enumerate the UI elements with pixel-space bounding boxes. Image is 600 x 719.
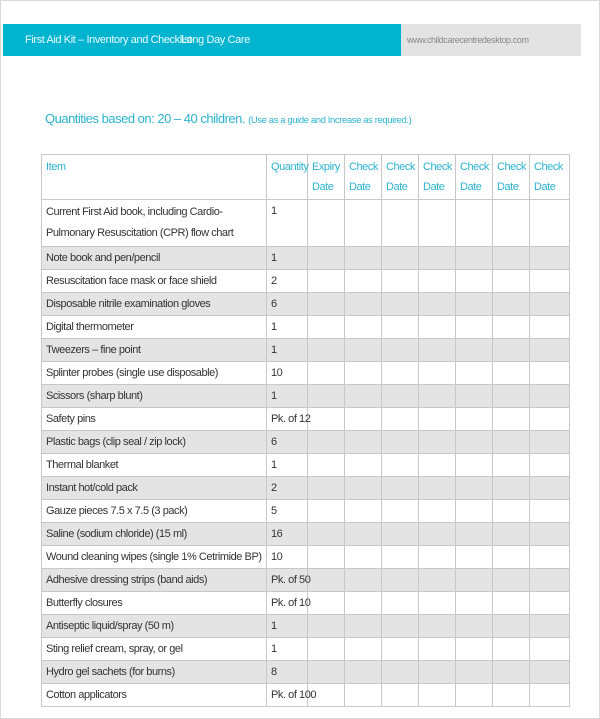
check-date-cell[interactable] [382,270,419,293]
check-date-cell[interactable] [419,454,456,477]
check-date-cell[interactable] [345,523,382,546]
expiry-date-cell[interactable] [308,661,345,684]
check-date-cell[interactable] [493,200,530,247]
item-cell: Wound cleaning wipes (single 1% Cetrimide BP) [42,546,267,569]
check-date-cell[interactable] [419,200,456,247]
check-date-cell[interactable] [493,546,530,569]
check-date-cell[interactable] [456,523,493,546]
check-date-cell[interactable] [419,592,456,615]
expiry-date-cell[interactable] [308,523,345,546]
check-date-cell[interactable] [530,638,570,661]
check-date-cell[interactable] [345,500,382,523]
check-date-cell[interactable] [456,592,493,615]
quantity-cell: Pk. of 100 [267,684,308,707]
check-date-cell[interactable] [456,500,493,523]
check-date-cell[interactable] [530,661,570,684]
item-cell: Splinter probes (single use disposable) [42,362,267,385]
check-date-cell[interactable] [456,546,493,569]
check-date-cell[interactable] [419,569,456,592]
check-date-cell[interactable] [530,385,570,408]
quantity-cell: 2 [267,270,308,293]
item-cell: Note book and pen/pencil [42,247,267,270]
table-row [42,592,570,615]
quantity-cell: 1 [267,339,308,362]
check-date-cell[interactable] [530,200,570,247]
quantity-cell: Pk. of 50 [267,569,308,592]
check-date-cell[interactable] [530,546,570,569]
quantity-cell: 1 [267,385,308,408]
column-header: Item [42,155,267,200]
check-date-cell[interactable] [456,247,493,270]
column-header: Check Date [419,155,456,200]
check-date-cell[interactable] [382,500,419,523]
check-date-cell[interactable] [382,362,419,385]
check-date-cell[interactable] [419,638,456,661]
check-date-cell[interactable] [382,615,419,638]
table-row [42,408,570,431]
check-date-cell[interactable] [345,477,382,500]
header-band [3,24,401,56]
check-date-cell[interactable] [382,316,419,339]
check-date-cell[interactable] [345,569,382,592]
quantity-cell: 1 [267,200,308,247]
check-date-cell[interactable] [493,247,530,270]
check-date-cell[interactable] [382,592,419,615]
quantity-cell: 2 [267,477,308,500]
check-date-cell[interactable] [382,431,419,454]
table-row [42,385,570,408]
check-date-cell[interactable] [382,408,419,431]
check-date-cell[interactable] [382,546,419,569]
check-date-cell[interactable] [530,615,570,638]
check-date-cell[interactable] [493,592,530,615]
check-date-cell[interactable] [530,500,570,523]
check-date-cell[interactable] [382,684,419,707]
check-date-cell[interactable] [456,316,493,339]
check-date-cell[interactable] [419,408,456,431]
check-date-cell[interactable] [530,316,570,339]
table-row [42,523,570,546]
column-header: Expiry Date [308,155,345,200]
check-date-cell[interactable] [419,477,456,500]
check-date-cell[interactable] [419,339,456,362]
table-row [42,500,570,523]
quantity-cell: Pk. of 12 [267,408,308,431]
table-row [42,431,570,454]
check-date-cell[interactable] [456,569,493,592]
check-date-cell[interactable] [382,661,419,684]
check-date-cell[interactable] [345,270,382,293]
check-date-cell[interactable] [530,592,570,615]
heading-note: (Use as a guide and Increase as required.) [248,115,412,126]
check-date-cell[interactable] [382,293,419,316]
item-cell: Current First Aid book, including Cardio-Pulmonary Resuscitation (CPR) flow chart [42,200,267,247]
quantities-heading [45,111,411,126]
column-header: Check Date [530,155,570,200]
table-row [42,615,570,638]
check-date-cell[interactable] [345,316,382,339]
expiry-date-cell[interactable] [308,339,345,362]
table-row [42,362,570,385]
check-date-cell[interactable] [456,270,493,293]
table-row [42,270,570,293]
check-date-cell[interactable] [530,362,570,385]
check-date-cell[interactable] [345,200,382,247]
item-cell: Hydro gel sachets (for burns) [42,661,267,684]
check-date-cell[interactable] [419,293,456,316]
check-date-cell[interactable] [493,293,530,316]
quantity-cell: 1 [267,615,308,638]
quantity-cell: 16 [267,523,308,546]
check-date-cell[interactable] [382,385,419,408]
expiry-date-cell[interactable] [308,592,345,615]
check-date-cell[interactable] [345,454,382,477]
check-date-cell[interactable] [419,615,456,638]
table-row [42,339,570,362]
doc-title: First Aid Kit – Inventory and Checklist [25,34,192,46]
check-date-cell[interactable] [493,500,530,523]
check-date-cell[interactable] [419,362,456,385]
check-date-cell[interactable] [530,569,570,592]
check-date-cell[interactable] [382,339,419,362]
check-date-cell[interactable] [345,638,382,661]
quantity-cell: 1 [267,316,308,339]
check-date-cell[interactable] [456,408,493,431]
column-header: Check Date [345,155,382,200]
quantity-cell: 5 [267,500,308,523]
heading-main: Quantities based on: 20 – 40 children. [45,111,245,126]
check-date-cell[interactable] [493,569,530,592]
check-date-cell[interactable] [345,362,382,385]
check-date-cell[interactable] [530,431,570,454]
check-date-cell[interactable] [382,569,419,592]
check-date-cell[interactable] [530,270,570,293]
doc-subtitle: Long Day Care [181,34,250,46]
quantity-cell: 1 [267,638,308,661]
check-date-cell[interactable] [419,546,456,569]
check-date-cell[interactable] [419,270,456,293]
item-cell: Instant hot/cold pack [42,477,267,500]
expiry-date-cell[interactable] [308,431,345,454]
check-date-cell[interactable] [456,661,493,684]
quantity-cell: 8 [267,661,308,684]
check-date-cell[interactable] [493,408,530,431]
check-date-cell[interactable] [456,638,493,661]
item-cell: Tweezers – fine point [42,339,267,362]
check-date-cell[interactable] [493,661,530,684]
expiry-date-cell[interactable] [308,270,345,293]
check-date-cell[interactable] [419,316,456,339]
table-header-row [42,155,570,200]
check-date-cell[interactable] [345,293,382,316]
check-date-cell[interactable] [456,615,493,638]
expiry-date-cell[interactable] [308,500,345,523]
expiry-date-cell[interactable] [308,316,345,339]
check-date-cell[interactable] [456,454,493,477]
item-cell: Scissors (sharp blunt) [42,385,267,408]
expiry-date-cell[interactable] [308,293,345,316]
check-date-cell[interactable] [419,247,456,270]
item-cell: Safety pins [42,408,267,431]
check-date-cell[interactable] [530,408,570,431]
check-date-cell[interactable] [419,385,456,408]
website-text: www.childcarecentredesktop.com [407,35,529,45]
expiry-date-cell[interactable] [308,362,345,385]
item-cell: Antiseptic liquid/spray (50 m) [42,615,267,638]
check-date-cell[interactable] [382,200,419,247]
quantity-cell: 10 [267,546,308,569]
item-cell: Sting relief cream, spray, or gel [42,638,267,661]
check-date-cell[interactable] [456,200,493,247]
expiry-date-cell[interactable] [308,569,345,592]
check-date-cell[interactable] [493,316,530,339]
item-cell: Gauze pieces 7.5 x 7.5 (3 pack) [42,500,267,523]
table-row [42,638,570,661]
check-date-cell[interactable] [345,247,382,270]
expiry-date-cell[interactable] [308,200,345,247]
check-date-cell[interactable] [493,477,530,500]
table-row [42,316,570,339]
check-date-cell[interactable] [345,592,382,615]
check-date-cell[interactable] [345,339,382,362]
item-cell: Resuscitation face mask or face shield [42,270,267,293]
check-date-cell[interactable] [530,523,570,546]
check-date-cell[interactable] [419,431,456,454]
table-row [42,477,570,500]
expiry-date-cell[interactable] [308,615,345,638]
item-cell: Digital thermometer [42,316,267,339]
quantity-cell: 1 [267,454,308,477]
check-date-cell[interactable] [493,362,530,385]
expiry-date-cell[interactable] [308,638,345,661]
check-date-cell[interactable] [345,684,382,707]
check-date-cell[interactable] [493,638,530,661]
table-row [42,454,570,477]
expiry-date-cell[interactable] [308,247,345,270]
table-row [42,569,570,592]
website-band [401,24,581,56]
check-date-cell[interactable] [419,500,456,523]
table-row [42,661,570,684]
column-header: Check Date [382,155,419,200]
inventory-table [41,154,570,707]
table-row [42,293,570,316]
check-date-cell[interactable] [530,247,570,270]
check-date-cell[interactable] [345,408,382,431]
item-cell: Butterfly closures [42,592,267,615]
check-date-cell[interactable] [493,270,530,293]
expiry-date-cell[interactable] [308,385,345,408]
check-date-cell[interactable] [382,247,419,270]
table-row [42,684,570,707]
expiry-date-cell[interactable] [308,546,345,569]
expiry-date-cell[interactable] [308,408,345,431]
expiry-date-cell[interactable] [308,454,345,477]
check-date-cell[interactable] [382,638,419,661]
check-date-cell[interactable] [456,293,493,316]
table-row [42,546,570,569]
table-row [42,247,570,270]
check-date-cell[interactable] [345,546,382,569]
check-date-cell[interactable] [345,431,382,454]
column-header: Check Date [493,155,530,200]
check-date-cell[interactable] [530,339,570,362]
check-date-cell[interactable] [530,454,570,477]
item-cell: Plastic bags (clip seal / zip lock) [42,431,267,454]
check-date-cell[interactable] [419,661,456,684]
item-cell: Saline (sodium chloride) (15 ml) [42,523,267,546]
check-date-cell[interactable] [456,684,493,707]
check-date-cell[interactable] [456,339,493,362]
check-date-cell[interactable] [456,362,493,385]
check-date-cell[interactable] [345,661,382,684]
check-date-cell[interactable] [382,477,419,500]
check-date-cell[interactable] [419,523,456,546]
quantity-cell: 6 [267,431,308,454]
check-date-cell[interactable] [493,385,530,408]
check-date-cell[interactable] [382,454,419,477]
check-date-cell[interactable] [456,385,493,408]
check-date-cell[interactable] [530,293,570,316]
quantity-cell: 1 [267,247,308,270]
quantity-cell: Pk. of 10 [267,592,308,615]
check-date-cell[interactable] [345,385,382,408]
check-date-cell[interactable] [530,684,570,707]
item-cell: Disposable nitrile examination gloves [42,293,267,316]
check-date-cell[interactable] [382,523,419,546]
check-date-cell[interactable] [456,431,493,454]
check-date-cell[interactable] [493,339,530,362]
check-date-cell[interactable] [345,615,382,638]
item-cell: Cotton applicators [42,684,267,707]
check-date-cell[interactable] [456,477,493,500]
table-row [42,200,570,247]
check-date-cell[interactable] [493,454,530,477]
check-date-cell[interactable] [419,684,456,707]
check-date-cell[interactable] [493,684,530,707]
quantity-cell: 10 [267,362,308,385]
check-date-cell[interactable] [493,615,530,638]
check-date-cell[interactable] [493,431,530,454]
item-cell: Thermal blanket [42,454,267,477]
expiry-date-cell[interactable] [308,477,345,500]
column-header: Quantity [267,155,308,200]
check-date-cell[interactable] [493,523,530,546]
quantity-cell: 6 [267,293,308,316]
check-date-cell[interactable] [530,477,570,500]
column-header: Check Date [456,155,493,200]
item-cell: Adhesive dressing strips (band aids) [42,569,267,592]
